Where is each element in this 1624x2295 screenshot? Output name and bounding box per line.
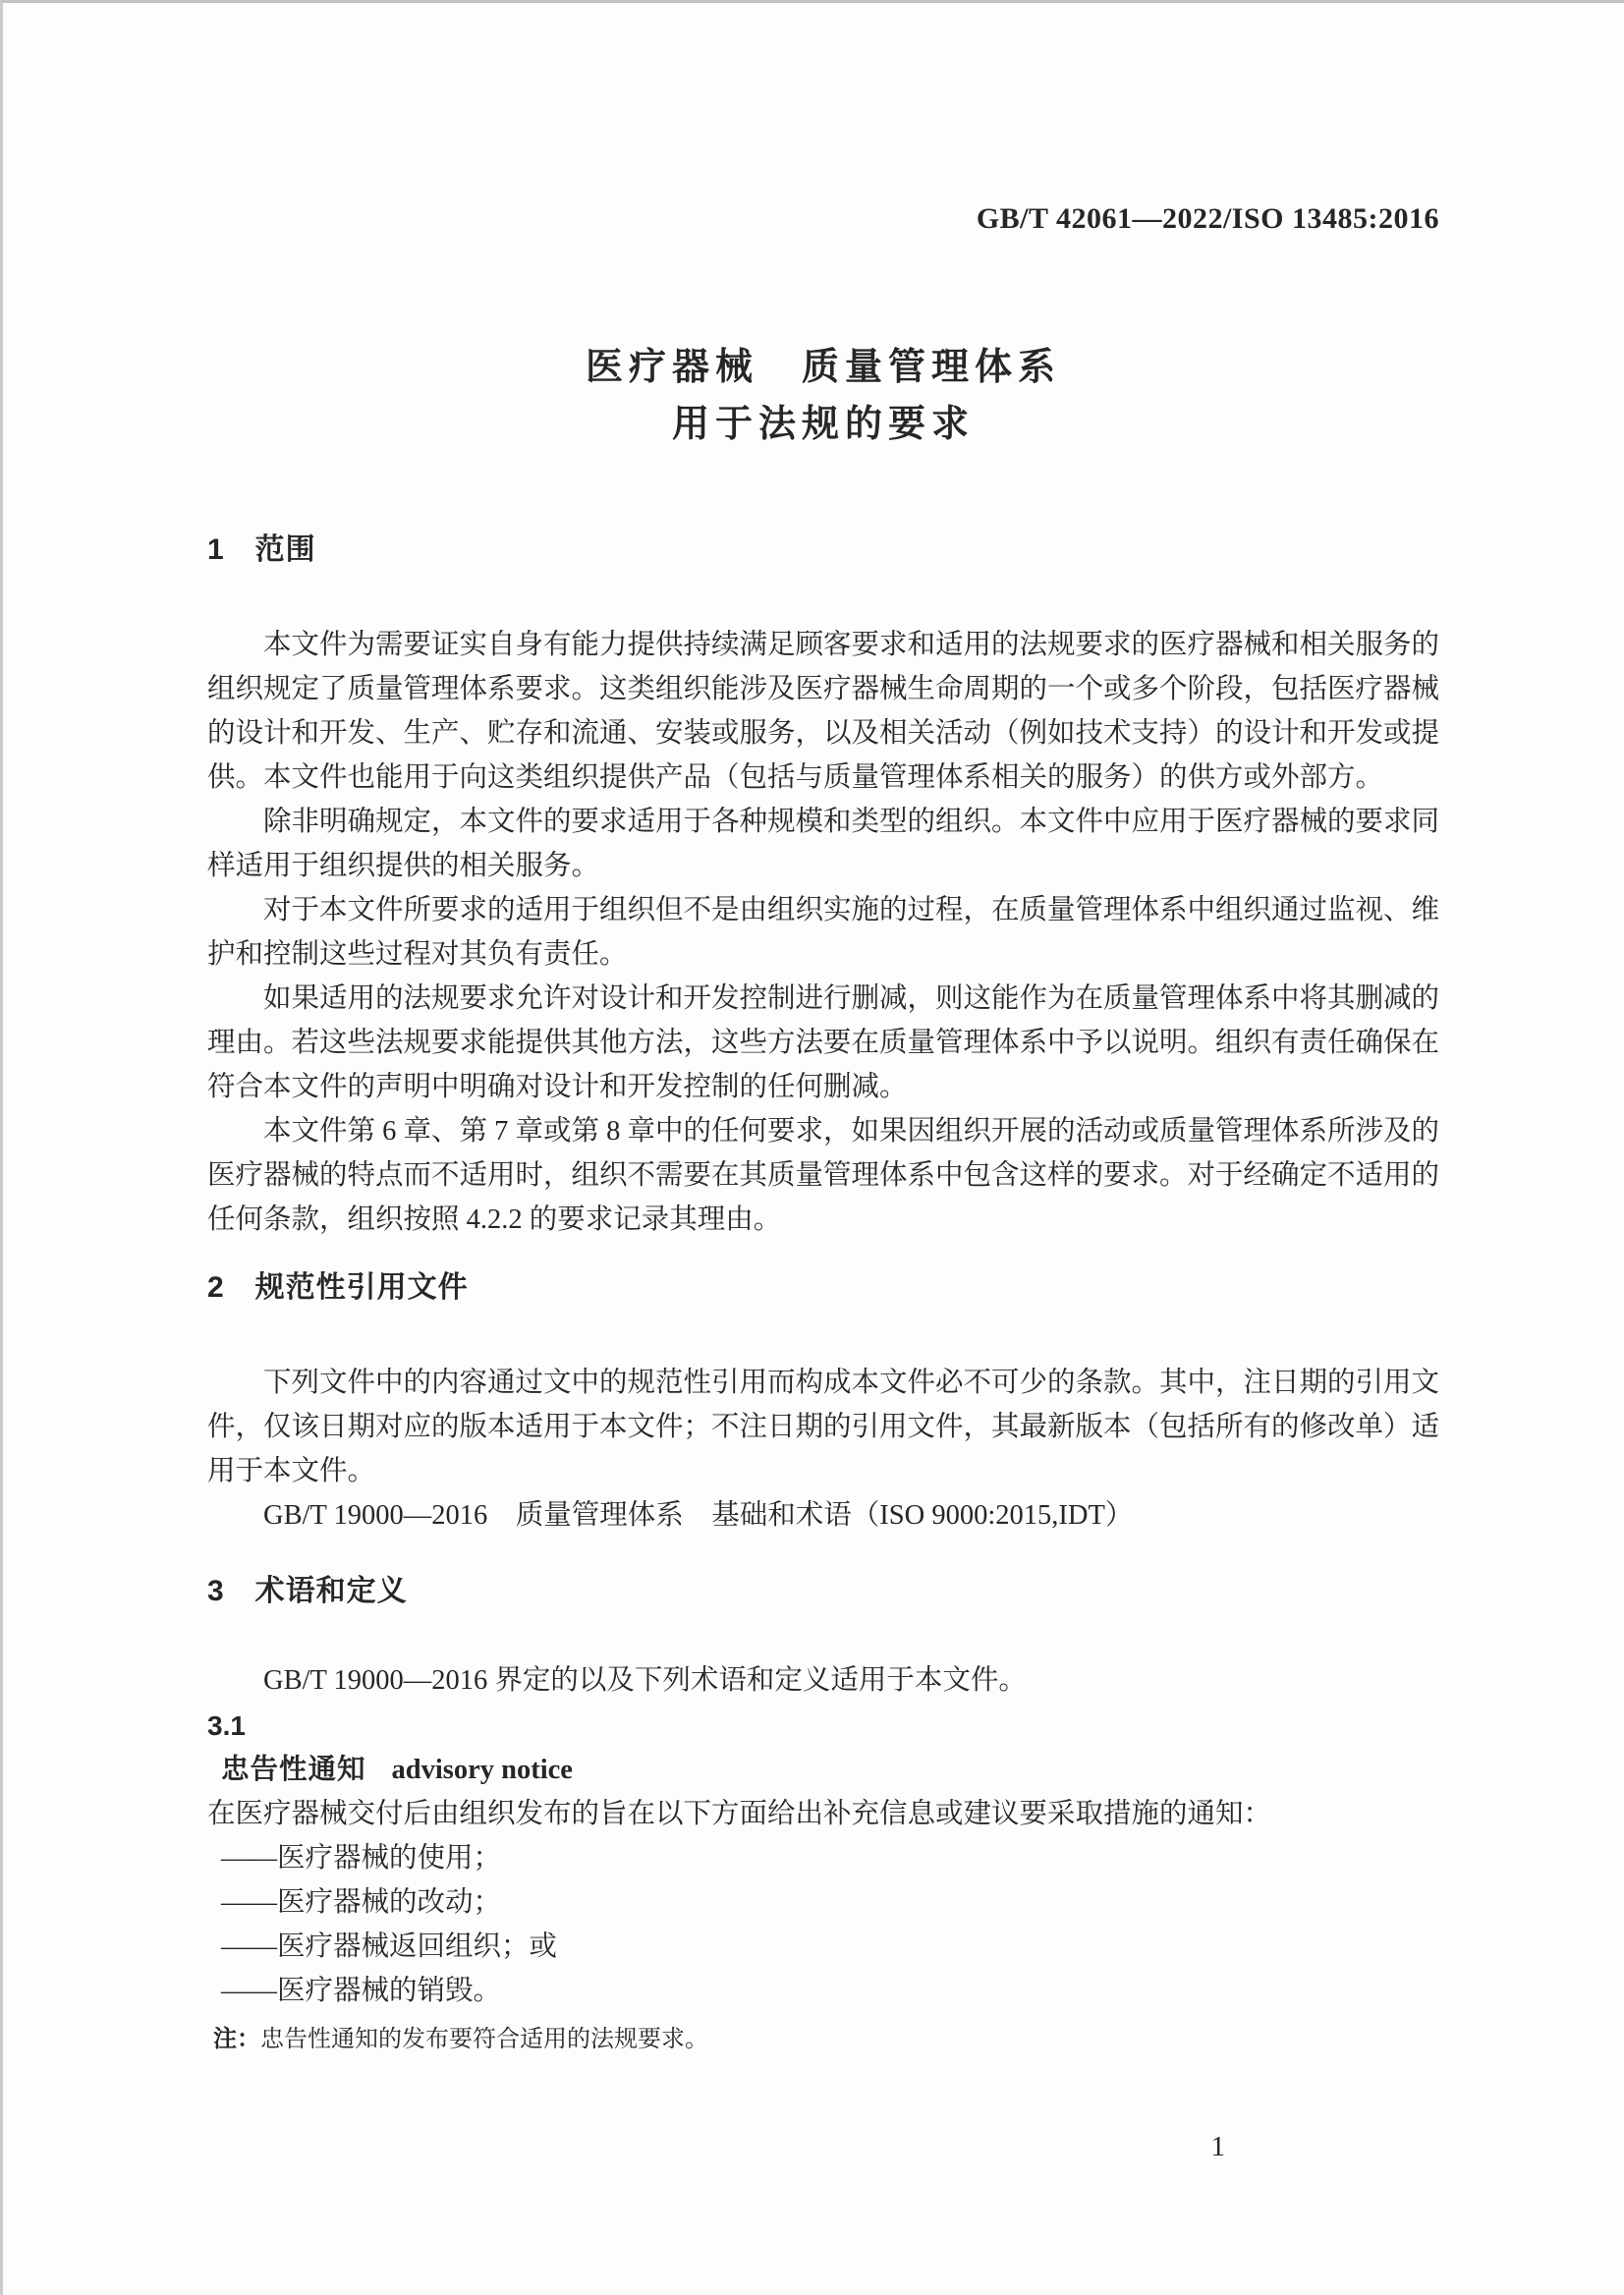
section-3-heading: 3 术语和定义 xyxy=(207,1575,408,1607)
section-3-body xyxy=(207,1658,1439,2058)
section-2-body xyxy=(207,1361,1439,1538)
term-definition: 在医疗器械交付后由组织发布的旨在以下方面给出补充信息或建议要采取措施的通知： xyxy=(207,1799,1272,1829)
section-1-body xyxy=(207,623,1439,1242)
normative-reference: GB/T 19000—2016 质量管理体系 基础和术语（ISO 9000:2015,IDT） xyxy=(263,1500,1134,1531)
page-number: 1 xyxy=(1210,2131,1225,2162)
list-item: ——医疗器械的销毁。 xyxy=(221,1976,502,2006)
page-content xyxy=(3,201,1624,2164)
note-text: 忠告性通知的发布要符合适用的法规要求。 xyxy=(260,2027,708,2052)
terms-intro: GB/T 19000—2016 界定的以及下列术语和定义适用于本文件。 xyxy=(263,1665,1027,1696)
list-item: ——医疗器械的改动； xyxy=(221,1887,502,1918)
paragraph: 如果适用的法规要求允许对设计和开发控制进行删减，则这能作为在质量管理体系中将其删减的理由。若这些法规要求能提供其他方法，这些方法要在质量管理体系中予以说明。组织有责任确保在符合本文件的声明中明确对设计和开发控制的任何删减。 xyxy=(207,983,1440,1102)
paragraph: 除非明确规定，本文件的要求适用于各种规模和类型的组织。本文件中应用于医疗器械的要求同样适用于组织提供的相关服务。 xyxy=(207,807,1440,881)
paragraph: 对于本文件所要求的适用于组织但不是由组织实施的过程，在质量管理体系中组织通过监视、维护和控制这些过程对其负有责任。 xyxy=(207,895,1440,970)
term-number: 3.1 xyxy=(207,1710,246,1741)
note-label: 注： xyxy=(213,2026,260,2052)
paragraph: 本文件第 6 章、第 7 章或第 8 章中的任何要求，如果因组织开展的活动或质量管理体系所涉及的医疗器械的特点而不适用时，组织不需要在其质量管理体系中包含这样的要求。对于经确定不适用的任何条款，组织按照 4.2.2 的要求记录其理由。 xyxy=(207,1116,1440,1235)
term-entry xyxy=(207,1748,1439,1792)
document-title-line1: 医疗器械 质量管理体系 xyxy=(585,347,1061,388)
list-item: ——医疗器械的使用； xyxy=(221,1843,502,1874)
section-2-heading: 2 规范性引用文件 xyxy=(207,1271,469,1304)
section-1-heading: 1 范围 xyxy=(207,533,316,566)
term-name-en: advisory notice xyxy=(391,1755,573,1785)
term-dash-list xyxy=(207,1836,1439,2013)
paragraph: 下列文件中的内容通过文中的规范性引用而构成本文件必不可少的条款。其中，注日期的引用文件，仅该日期对应的版本适用于本文件；不注日期的引用文件，其最新版本（包括所有的修改单）适用于本文件。 xyxy=(207,1368,1440,1486)
document-title xyxy=(207,339,1439,453)
paragraph: 本文件为需要证实自身有能力提供持续满足顾客要求和适用的法规要求的医疗器械和相关服务的组织规定了质量管理体系要求。这类组织能涉及医疗器械生命周期的一个或多个阶段，包括医疗器械的设计和开发、生产、贮存和流通、安装或服务，以及相关活动（例如技术支持）的设计和开发或提供。本文件也能用于向这类组织提供产品（包括与质量管理体系相关的服务）的供方或外部方。 xyxy=(207,630,1440,793)
list-item: ——医疗器械返回组织；或 xyxy=(221,1931,558,1962)
term-name-zh: 忠告性通知 xyxy=(221,1754,366,1785)
standard-code-header: GB/T 42061—2022/ISO 13485:2016 xyxy=(976,202,1439,235)
term-note xyxy=(207,2021,1439,2058)
document-title-line2: 用于法规的要求 xyxy=(671,404,975,445)
